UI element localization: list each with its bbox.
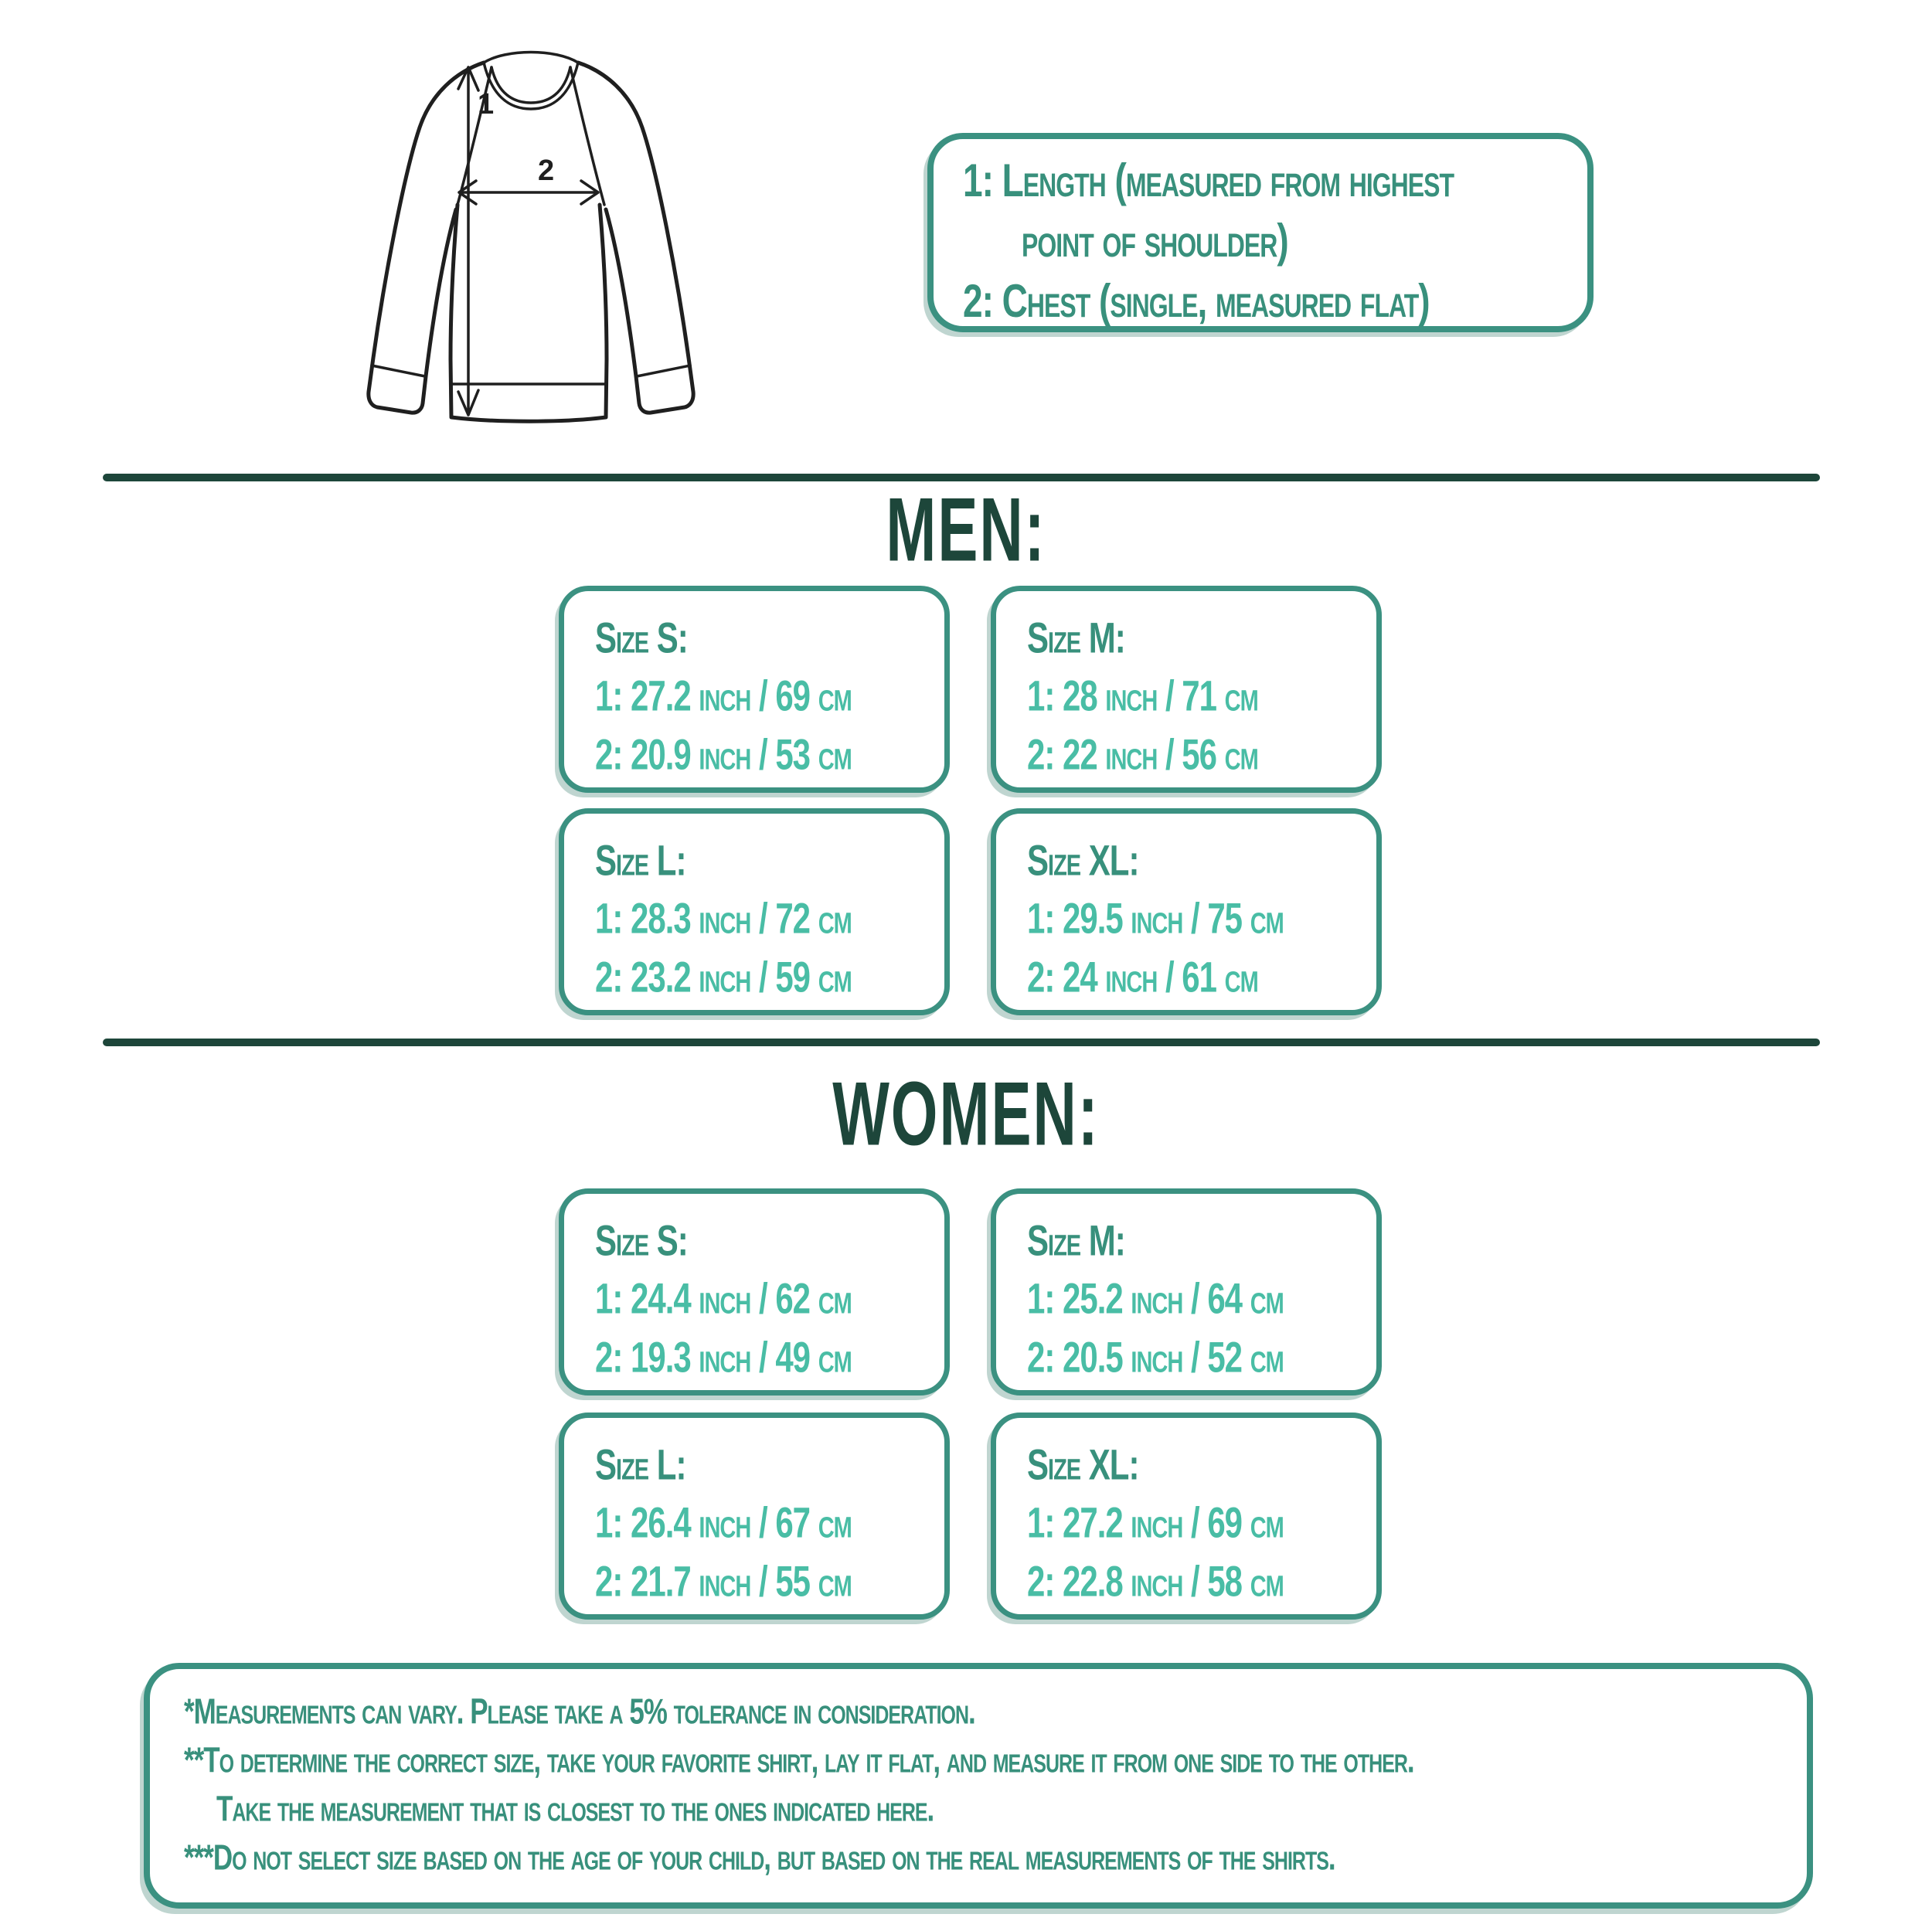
size-label: Size XL: [1027,1440,1139,1489]
right-sleeve-path [578,63,693,413]
right-cuff-line [637,365,690,376]
collar-top-path [484,53,578,63]
chest-measurement: 2: 20.5 inch / 52 cm [1027,1333,1284,1382]
chest-measurement: 2: 20.9 inch / 53 cm [595,730,852,779]
length-measurement: 1: 28 inch / 71 cm [1027,671,1258,720]
length-measurement: 1: 25.2 inch / 64 cm [1027,1274,1284,1323]
women-heading: WOMEN: [832,1062,1100,1164]
women-section-divider [103,1039,1820,1046]
size-card-men-m [991,586,1382,793]
men-heading: MEN: [886,478,1046,580]
legend-line-1: 1: Length (measured from highest [963,153,1454,207]
chest-measurement: 2: 24 inch / 61 cm [1027,953,1258,1001]
length-measurement: 1: 28.3 inch / 72 cm [595,894,852,943]
size-card-men-xl [991,808,1382,1015]
size-label: Size L: [595,1440,686,1489]
chest-measurement: 2: 22 inch / 56 cm [1027,730,1258,779]
length-measurement: 1: 26.4 inch / 67 cm [595,1498,852,1547]
size-card-women-m [991,1188,1382,1396]
length-measurement: 1: 27.2 inch / 69 cm [595,671,852,720]
length-measurement: 1: 24.4 inch / 62 cm [595,1274,852,1323]
chest-arrow [459,181,598,204]
size-label: Size L: [595,836,686,885]
footnotes-box [144,1663,1813,1909]
footnote-how-to-measure: **To determine the correct size, take your favorite shirt, lay it flat, and measure it from one side to the other. [184,1740,1414,1781]
size-label: Size XL: [1027,836,1139,885]
chest-measurement: 2: 21.7 inch / 55 cm [595,1557,852,1606]
chest-measurement: 2: 19.3 inch / 49 cm [595,1333,852,1382]
length-measurement: 1: 27.2 inch / 69 cm [1027,1498,1284,1547]
measurement-legend-box [927,133,1594,332]
legend-line-3: 2: Chest (single, measured flat) [963,274,1430,328]
legend-line-2: point of shoulder) [1022,213,1288,267]
length-arrow-label: 1 [478,88,495,121]
footnote-child-size: ***Do not select size based on the age of your child, but based on the real measurements of the shirts. [184,1838,1335,1878]
shirt-diagram [340,27,796,433]
body-path [451,205,607,421]
left-sleeve-path [369,63,484,413]
size-card-women-l [559,1413,950,1620]
size-card-men-l [559,808,950,1015]
footnote-tolerance: *Measurements can vary. Please take a 5% tolerance in consideration. [184,1691,975,1732]
size-label: Size M: [1027,614,1125,662]
collar-inner-path [492,67,570,103]
size-label: Size S: [595,1216,688,1265]
chest-measurement: 2: 22.8 inch / 58 cm [1027,1557,1284,1606]
size-label: Size S: [595,614,688,662]
length-measurement: 1: 29.5 inch / 75 cm [1027,894,1284,943]
footnote-how-to-measure-2: Take the measurement that is closest to the ones indicated here. [216,1789,934,1830]
left-cuff-line [372,365,425,376]
size-card-men-s [559,586,950,793]
size-card-women-s [559,1188,950,1396]
size-label: Size M: [1027,1216,1125,1265]
chest-measurement: 2: 23.2 inch / 59 cm [595,953,852,1001]
length-arrow [458,67,478,415]
chest-arrow-label: 2 [538,155,555,187]
size-card-women-xl [991,1413,1382,1620]
